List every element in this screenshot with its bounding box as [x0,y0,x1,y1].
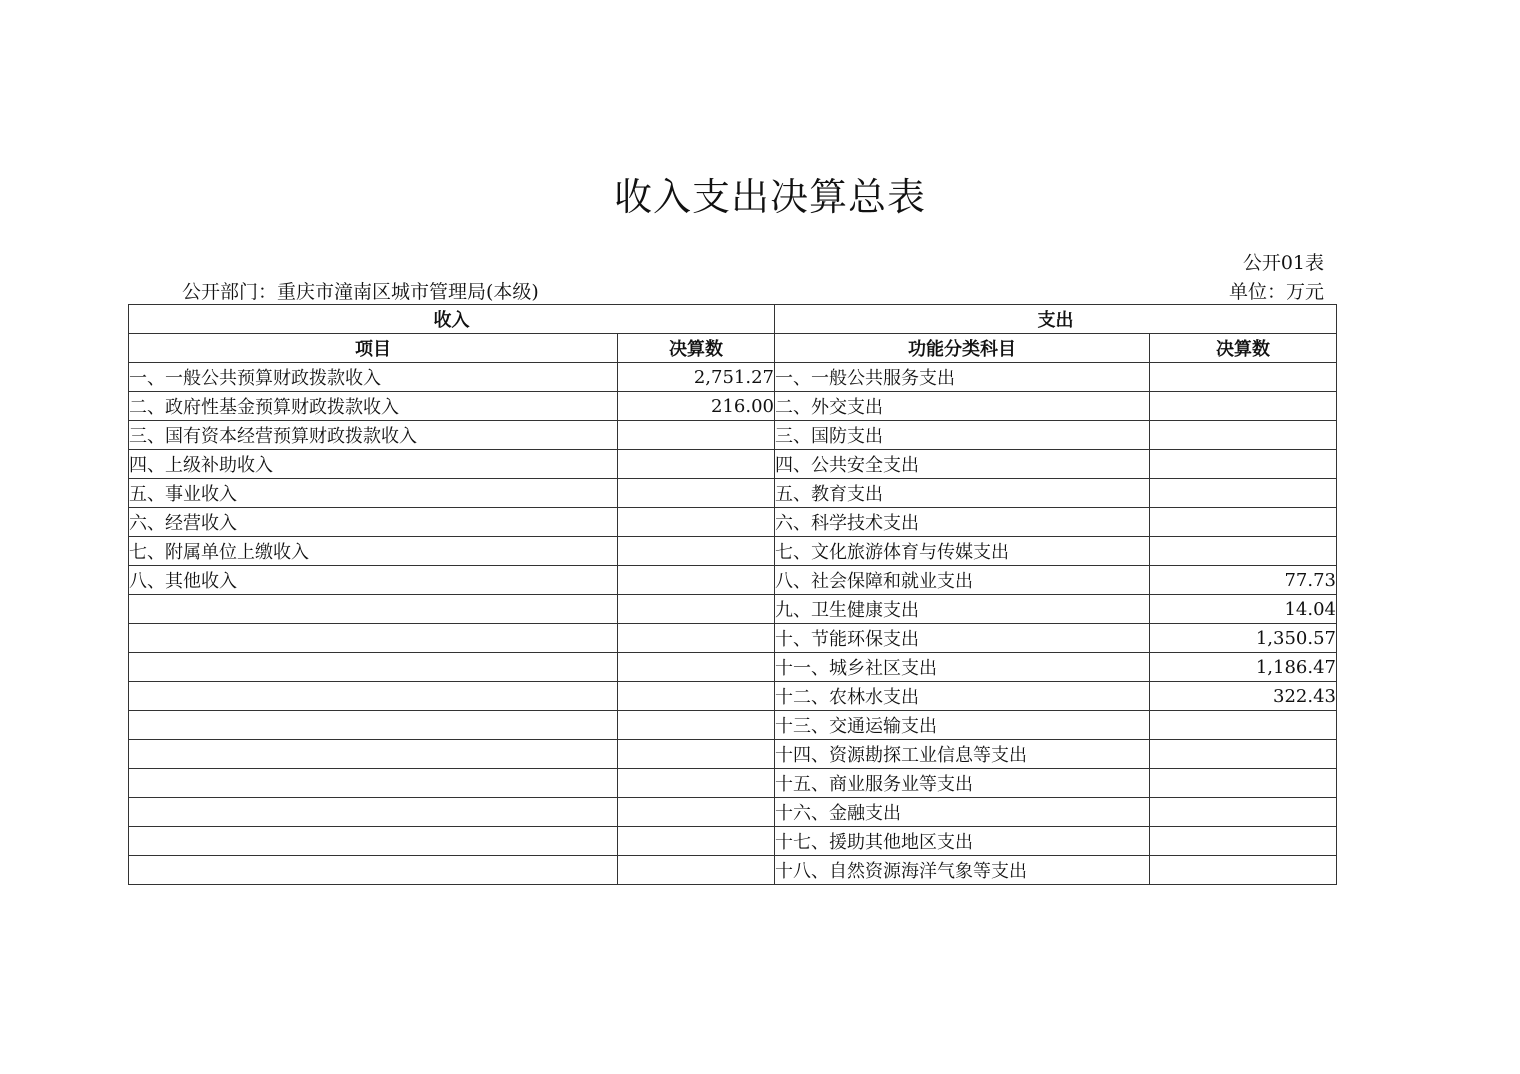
expense-item-cell: 二、外交支出 [775,392,1150,421]
expense-item-cell: 十八、自然资源海洋气象等支出 [775,856,1150,885]
table-row [129,392,1337,421]
expense-amount-cell [1150,769,1337,798]
expense-item-cell: 五、教育支出 [775,479,1150,508]
table-row [129,595,1337,624]
income-amount-cell: 216.00 [618,392,775,421]
income-item-cell [129,711,618,740]
table-row [129,856,1337,885]
table-row [129,363,1337,392]
expense-amount-cell [1150,508,1337,537]
income-item-cell: 六、经营收入 [129,508,618,537]
expense-amount-cell: 14.04 [1150,595,1337,624]
income-item-cell [129,798,618,827]
income-amount-cell [618,856,775,885]
page-title: 收入支出决算总表 [613,175,926,219]
expense-item-cell: 八、社会保障和就业支出 [775,566,1150,595]
expense-item-cell: 十七、援助其他地区支出 [775,827,1150,856]
expense-item-cell: 三、国防支出 [775,421,1150,450]
expense-amount-cell [1150,363,1337,392]
expense-item-cell: 十五、商业服务业等支出 [775,769,1150,798]
table-row [129,421,1337,450]
header-row-columns [129,334,1337,363]
income-item-cell [129,856,618,885]
table-row [129,566,1337,595]
income-item-cell [129,682,618,711]
income-amount-cell [618,624,775,653]
expense-amount-cell [1150,856,1337,885]
table-row [129,479,1337,508]
table-row [129,624,1337,653]
expense-amount-cell [1150,537,1337,566]
expense-amount-cell [1150,421,1337,450]
table-body [129,363,1337,885]
income-amount-cell [618,711,775,740]
income-amount-cell [618,740,775,769]
table-row [129,653,1337,682]
table-row [129,798,1337,827]
expense-item-header: 功能分类科目 [775,334,1150,363]
income-item-cell: 二、政府性基金预算财政拨款收入 [129,392,618,421]
table-row [129,827,1337,856]
income-amount-cell [618,595,775,624]
income-item-cell [129,624,618,653]
income-item-cell: 一、一般公共预算财政拨款收入 [129,363,618,392]
income-amount-cell [618,421,775,450]
table-row [129,537,1337,566]
income-item-cell [129,653,618,682]
income-item-cell: 七、附属单位上缴收入 [129,537,618,566]
expense-amount-cell [1150,392,1337,421]
income-item-header: 项目 [129,334,618,363]
income-item-cell: 五、事业收入 [129,479,618,508]
income-amount-header: 决算数 [618,334,775,363]
income-group-header: 收入 [129,305,775,334]
expense-item-cell: 十四、资源勘探工业信息等支出 [775,740,1150,769]
income-item-cell: 三、国有资本经营预算财政拨款收入 [129,421,618,450]
income-amount-cell [618,653,775,682]
income-item-cell: 八、其他收入 [129,566,618,595]
unit-label: 单位：万元 [1228,281,1324,303]
income-amount-cell [618,537,775,566]
table-row [129,450,1337,479]
expense-item-cell: 十二、农林水支出 [775,682,1150,711]
expense-amount-cell [1150,740,1337,769]
income-item-cell [129,769,618,798]
table-row [129,769,1337,798]
income-amount-cell: 2,751.27 [618,363,775,392]
income-amount-cell [618,479,775,508]
expense-item-cell: 一、一般公共服务支出 [775,363,1150,392]
expense-amount-cell [1150,711,1337,740]
income-amount-cell [618,450,775,479]
expense-item-cell: 十一、城乡社区支出 [775,653,1150,682]
income-item-cell [129,595,618,624]
table-number: 公开01表 [1242,252,1324,274]
expense-amount-header: 决算数 [1150,334,1337,363]
table-row [129,508,1337,537]
header-row-groups [129,305,1337,334]
income-expense-table [128,304,1337,885]
table-row [129,682,1337,711]
income-amount-cell [618,798,775,827]
expense-item-cell: 十、节能环保支出 [775,624,1150,653]
expense-amount-cell [1150,798,1337,827]
income-item-cell [129,827,618,856]
income-amount-cell [618,508,775,537]
department-label: 公开部门：重庆市潼南区城市管理局(本级) [182,281,539,303]
income-amount-cell [618,827,775,856]
expense-amount-cell: 1,186.47 [1150,653,1337,682]
expense-item-cell: 十三、交通运输支出 [775,711,1150,740]
income-amount-cell [618,682,775,711]
table-row [129,740,1337,769]
expense-item-cell: 十六、金融支出 [775,798,1150,827]
expense-amount-cell: 77.73 [1150,566,1337,595]
income-item-cell [129,740,618,769]
expense-group-header: 支出 [775,305,1337,334]
expense-amount-cell: 322.43 [1150,682,1337,711]
income-item-cell: 四、上级补助收入 [129,450,618,479]
expense-amount-cell: 1,350.57 [1150,624,1337,653]
expense-item-cell: 七、文化旅游体育与传媒支出 [775,537,1150,566]
expense-amount-cell [1150,827,1337,856]
income-amount-cell [618,769,775,798]
expense-amount-cell [1150,479,1337,508]
expense-amount-cell [1150,450,1337,479]
income-amount-cell [618,566,775,595]
expense-item-cell: 九、卫生健康支出 [775,595,1150,624]
table-row [129,711,1337,740]
expense-item-cell: 四、公共安全支出 [775,450,1150,479]
expense-item-cell: 六、科学技术支出 [775,508,1150,537]
